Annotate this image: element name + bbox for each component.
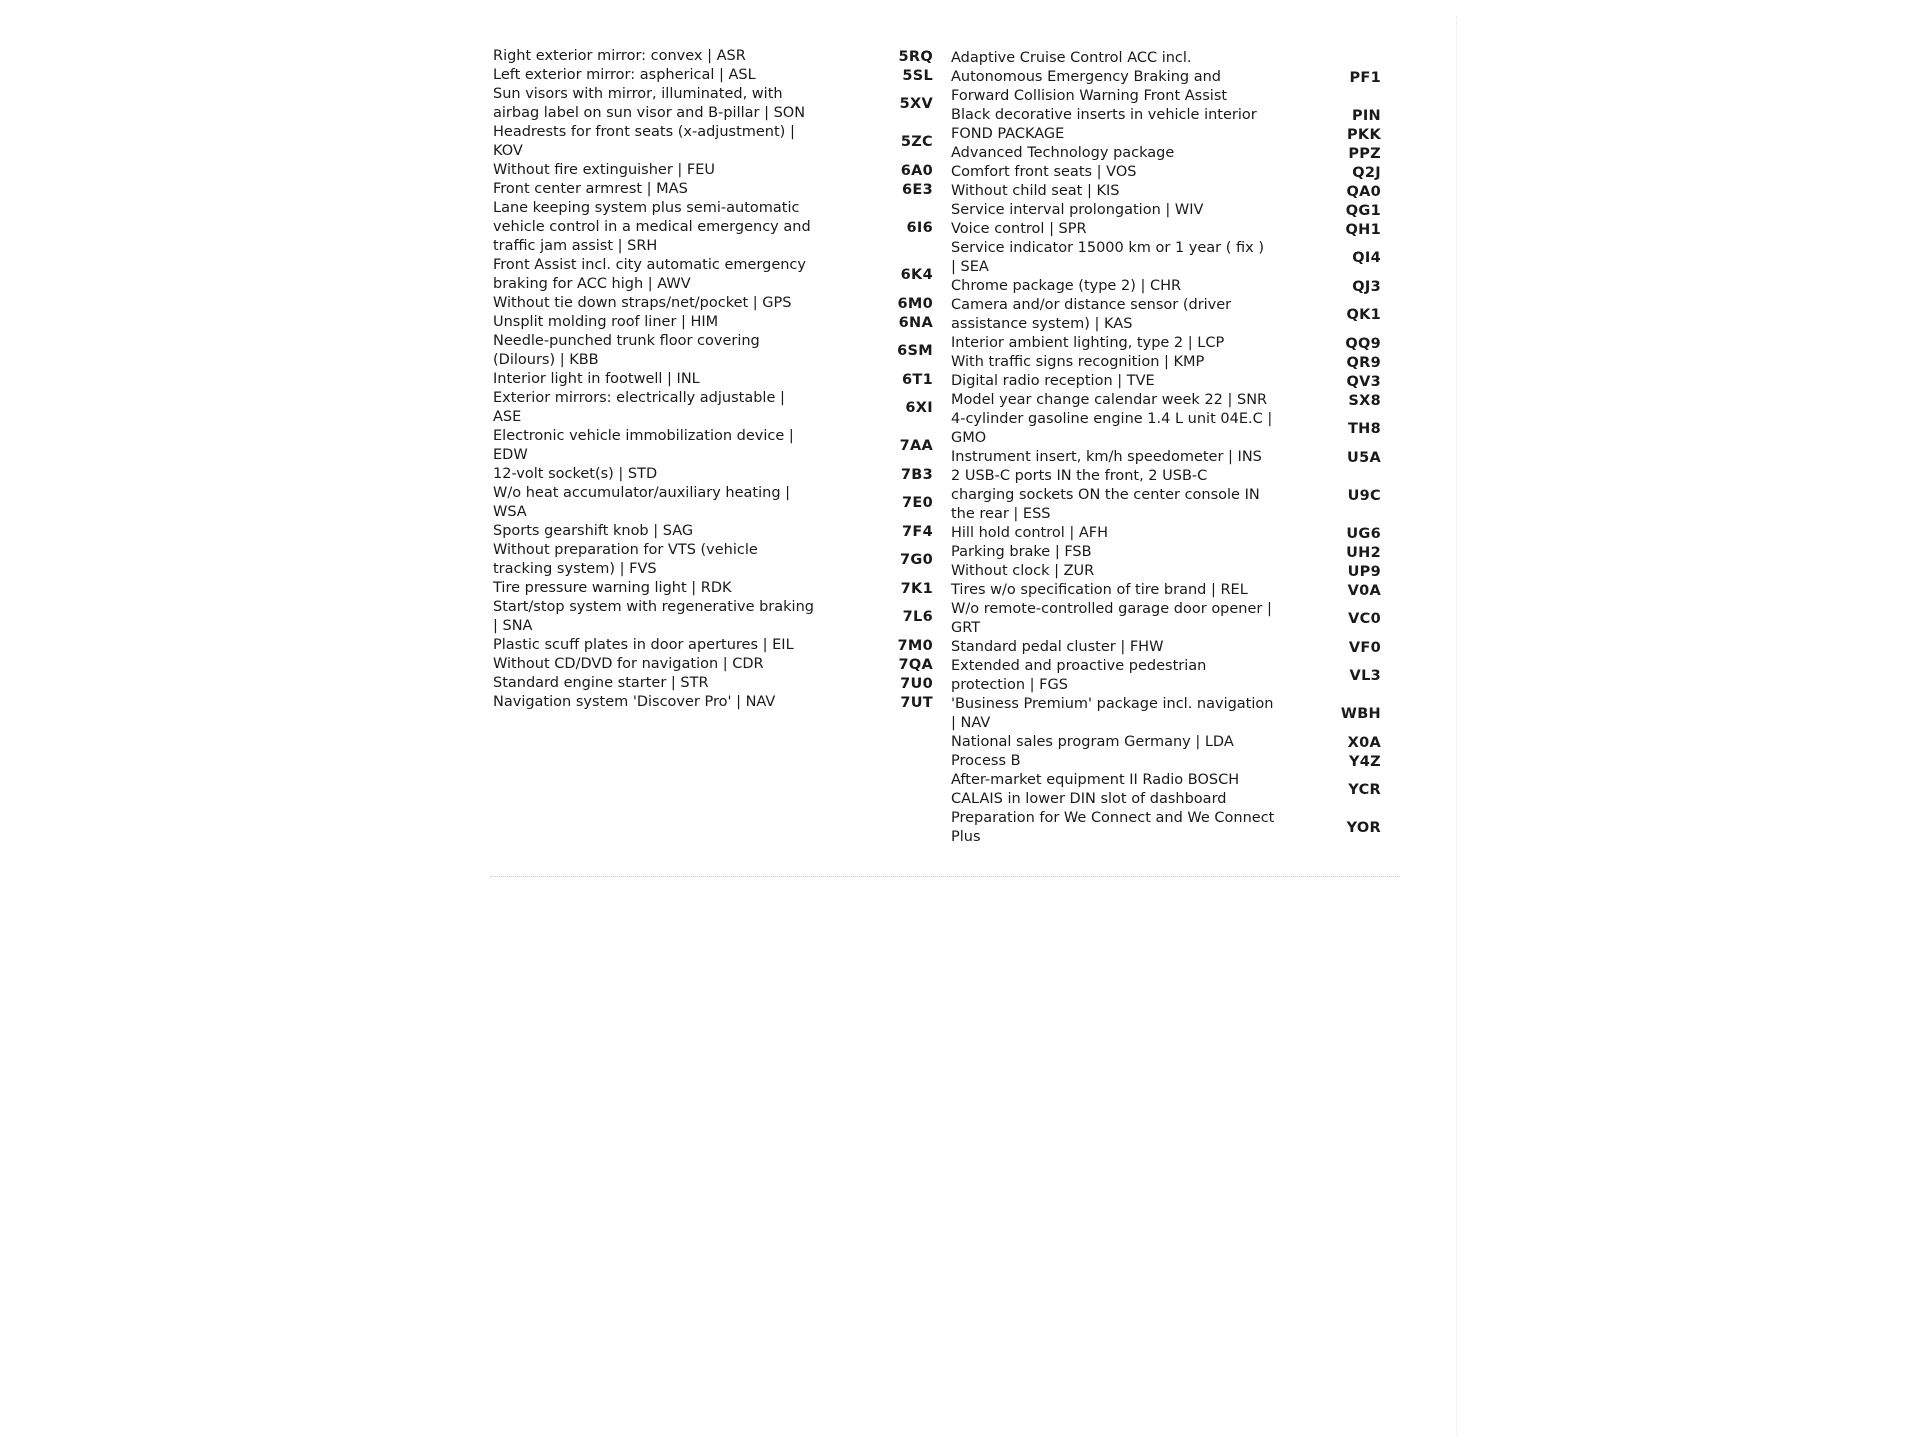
equipment-description: Interior light in footwell | INL — [493, 371, 700, 387]
equipment-description: Preparation for We Connect and We Connect Plus — [951, 810, 1275, 845]
equipment-row — [951, 106, 1396, 125]
equipment-description: Tires w/o specification of tire brand | REL — [951, 582, 1248, 598]
equipment-row — [951, 201, 1396, 220]
equipment-description: Plastic scuff plates in door apertures | EIL — [493, 637, 794, 653]
equipment-code: QI4 — [1352, 250, 1381, 266]
equipment-row — [951, 163, 1396, 182]
equipment-description: Digital radio reception | TVE — [951, 373, 1155, 389]
equipment-row — [493, 313, 943, 332]
equipment-code: 6SM — [897, 343, 933, 359]
equipment-description: Camera and/or distance sensor (driver assistance system) | KAS — [951, 297, 1232, 332]
equipment-description: Sports gearshift knob | SAG — [493, 523, 694, 539]
equipment-row — [951, 220, 1396, 239]
equipment-row — [493, 389, 943, 427]
equipment-code: UG6 — [1346, 525, 1381, 542]
equipment-row — [951, 277, 1396, 296]
equipment-row — [951, 543, 1396, 562]
equipment-code: 7G0 — [900, 552, 933, 568]
equipment-row — [493, 256, 943, 294]
equipment-code: QH1 — [1345, 221, 1381, 238]
right-equipment-list — [951, 49, 1396, 847]
equipment-row — [493, 655, 943, 674]
equipment-code: 6I6 — [906, 219, 933, 236]
equipment-description: Comfort front seats | VOS — [951, 164, 1137, 180]
equipment-description: Instrument insert, km/h speedometer | INS — [951, 449, 1262, 465]
equipment-description: Electronic vehicle immobilization device | EDW — [493, 428, 794, 463]
equipment-row — [951, 296, 1396, 334]
equipment-row — [493, 294, 943, 313]
equipment-row — [493, 484, 943, 522]
equipment-code: 7F4 — [902, 523, 933, 540]
equipment-description: Parking brake | FSB — [951, 544, 1092, 560]
equipment-description: Extended and proactive pedestrian protection | FGS — [951, 658, 1207, 693]
equipment-row — [951, 562, 1396, 581]
equipment-row — [951, 600, 1396, 638]
equipment-row — [951, 752, 1396, 771]
equipment-row — [951, 638, 1396, 657]
equipment-code: Y4Z — [1348, 753, 1381, 770]
equipment-code: Q2J — [1352, 164, 1381, 181]
equipment-row — [493, 47, 943, 66]
equipment-row — [493, 85, 943, 123]
equipment-code: WBH — [1340, 706, 1381, 722]
equipment-row — [951, 657, 1396, 695]
equipment-code: 6E3 — [902, 181, 933, 198]
equipment-description: FOND PACKAGE — [951, 126, 1065, 142]
equipment-code: 7M0 — [897, 637, 933, 654]
equipment-code: 7L6 — [902, 609, 933, 625]
equipment-code: UH2 — [1346, 544, 1381, 561]
equipment-description: Hill hold control | AFH — [951, 525, 1109, 541]
equipment-description: Without CD/DVD for navigation | CDR — [493, 656, 764, 672]
equipment-row — [493, 674, 943, 693]
equipment-row — [493, 541, 943, 579]
equipment-code: 5SL — [902, 67, 933, 84]
equipment-code: TH8 — [1347, 421, 1381, 437]
equipment-description: W/o heat accumulator/auxiliary heating | WSA — [493, 485, 791, 520]
equipment-description: Interior ambient lighting, type 2 | LCP — [951, 335, 1225, 351]
scan-edge — [1456, 16, 1457, 1436]
equipment-description: Unsplit molding roof liner | HIM — [493, 314, 719, 330]
equipment-description: Process B — [951, 753, 1021, 769]
equipment-code: 7AA — [899, 438, 933, 454]
equipment-row — [951, 144, 1396, 163]
equipment-row — [493, 427, 943, 465]
equipment-code: U5A — [1347, 449, 1381, 466]
equipment-description: Exterior mirrors: electrically adjustable | ASE — [493, 390, 785, 425]
equipment-code: YOR — [1346, 820, 1381, 836]
equipment-row — [951, 334, 1396, 353]
equipment-description: Without child seat | KIS — [951, 183, 1120, 199]
equipment-description: Model year change calendar week 22 | SNR — [951, 392, 1268, 408]
equipment-description: Service interval prolongation | WIV — [951, 202, 1204, 218]
equipment-row — [951, 448, 1396, 467]
equipment-row — [951, 809, 1396, 847]
equipment-description: Tire pressure warning light | RDK — [493, 580, 732, 596]
equipment-code: QA0 — [1346, 183, 1381, 200]
equipment-row — [951, 239, 1396, 277]
equipment-row — [951, 49, 1396, 106]
equipment-row — [951, 182, 1396, 201]
equipment-code: 6A0 — [900, 162, 933, 179]
equipment-description: Without tie down straps/net/pocket | GPS — [493, 295, 792, 311]
equipment-description: Lane keeping system plus semi-automatic vehicle control in a medical emergency and traffic jam assist | SRH — [493, 200, 811, 254]
equipment-code: UP9 — [1347, 563, 1381, 580]
left-equipment-list — [493, 47, 943, 712]
equipment-description: Adaptive Cruise Control ACC incl. Autonomous Emergency Braking and Forward Collision Warning Front Assist — [951, 50, 1228, 104]
equipment-code: U9C — [1347, 487, 1381, 504]
equipment-row — [951, 391, 1396, 410]
equipment-row — [951, 581, 1396, 600]
equipment-description: Navigation system 'Discover Pro' | NAV — [493, 694, 776, 710]
equipment-description: Standard pedal cluster | FHW — [951, 639, 1164, 655]
equipment-description: Standard engine starter | STR — [493, 675, 709, 691]
equipment-code: QV3 — [1346, 373, 1381, 390]
equipment-row — [951, 353, 1396, 372]
equipment-description: Voice control | SPR — [951, 221, 1087, 237]
equipment-description: Left exterior mirror: aspherical | ASL — [493, 67, 756, 83]
equipment-code: 5XV — [899, 96, 933, 112]
equipment-row — [951, 733, 1396, 752]
equipment-description: 2 USB-C ports IN the front, 2 USB-C charging sockets ON the center console IN the rear | ESS — [951, 468, 1260, 522]
equipment-row — [493, 180, 943, 199]
equipment-code: VF0 — [1348, 639, 1381, 656]
equipment-code: 5RQ — [898, 48, 933, 65]
equipment-row — [951, 524, 1396, 543]
equipment-code: 7U0 — [900, 675, 933, 692]
equipment-code: QK1 — [1346, 307, 1381, 323]
equipment-description: Advanced Technology package — [951, 145, 1175, 161]
equipment-description: Without clock | ZUR — [951, 563, 1095, 579]
equipment-code: 7B3 — [900, 466, 933, 483]
equipment-description: Start/stop system with regenerative braking | SNA — [493, 599, 814, 634]
equipment-description: Without fire extinguisher | FEU — [493, 162, 716, 178]
equipment-row — [493, 199, 943, 256]
equipment-code: QJ3 — [1352, 278, 1381, 295]
equipment-description: Black decorative inserts in vehicle interior — [951, 107, 1257, 123]
equipment-description: Needle-punched trunk floor covering (Dilours) | KBB — [493, 333, 760, 368]
equipment-code: 6M0 — [897, 295, 933, 312]
equipment-row — [493, 370, 943, 389]
equipment-description: 'Business Premium' package incl. navigation | NAV — [951, 696, 1274, 731]
equipment-code: 7QA — [898, 656, 933, 673]
equipment-description: After-market equipment II Radio BOSCH CALAIS in lower DIN slot of dashboard — [951, 772, 1240, 807]
equipment-description: Chrome package (type 2) | CHR — [951, 278, 1182, 294]
equipment-description: Without preparation for VTS (vehicle tracking system) | FVS — [493, 542, 758, 577]
equipment-code: VC0 — [1348, 611, 1381, 627]
equipment-description: Right exterior mirror: convex | ASR — [493, 48, 746, 64]
equipment-description: With traffic signs recognition | KMP — [951, 354, 1205, 370]
equipment-code: YCR — [1348, 782, 1381, 798]
equipment-row — [493, 161, 943, 180]
equipment-row — [951, 372, 1396, 391]
equipment-row — [493, 636, 943, 655]
equipment-code: QG1 — [1345, 202, 1381, 219]
equipment-row — [493, 66, 943, 85]
equipment-description: 12-volt socket(s) | STD — [493, 466, 658, 482]
equipment-code: 7E0 — [902, 495, 933, 511]
equipment-code: 6NA — [898, 314, 933, 331]
equipment-code: PIN — [1351, 107, 1381, 124]
equipment-code: V0A — [1347, 582, 1381, 599]
equipment-row — [951, 695, 1396, 733]
equipment-description: Service indicator 15000 km or 1 year ( fix ) | SEA — [951, 240, 1264, 275]
equipment-code: QQ9 — [1345, 335, 1381, 352]
equipment-row — [493, 598, 943, 636]
equipment-code: SX8 — [1348, 392, 1381, 409]
equipment-code: VL3 — [1349, 668, 1381, 684]
equipment-description: National sales program Germany | LDA — [951, 734, 1234, 750]
equipment-row — [951, 467, 1396, 524]
equipment-row — [493, 123, 943, 161]
equipment-row — [493, 579, 943, 598]
equipment-row — [493, 522, 943, 541]
equipment-row — [493, 693, 943, 712]
equipment-code: PKK — [1347, 126, 1381, 143]
equipment-code: 7K1 — [900, 580, 933, 597]
equipment-description: W/o remote-controlled garage door opener | GRT — [951, 601, 1272, 636]
equipment-row — [493, 332, 943, 370]
equipment-code: 6T1 — [902, 371, 933, 388]
equipment-code: PF1 — [1349, 69, 1381, 86]
equipment-code: 6K4 — [900, 267, 933, 283]
equipment-code: PPZ — [1348, 145, 1381, 162]
equipment-description: Headrests for front seats (x-adjustment) | KOV — [493, 124, 795, 159]
equipment-row — [951, 410, 1396, 448]
equipment-code: 7UT — [900, 694, 933, 711]
equipment-code: X0A — [1347, 734, 1381, 751]
equipment-row — [493, 465, 943, 484]
equipment-row — [951, 125, 1396, 144]
equipment-row — [951, 771, 1396, 809]
equipment-description: Front Assist incl. city automatic emergency braking for ACC high | AWV — [493, 257, 806, 292]
page-divider — [490, 876, 1400, 877]
equipment-description: Front center armrest | MAS — [493, 181, 688, 197]
equipment-code: 5ZC — [900, 134, 933, 150]
equipment-description: 4-cylinder gasoline engine 1.4 L unit 04E.C | GMO — [951, 411, 1273, 446]
equipment-description: Sun visors with mirror, illuminated, with airbag label on sun visor and B-pillar | SON — [493, 86, 806, 121]
equipment-code: 6XI — [905, 400, 933, 416]
equipment-code: QR9 — [1346, 354, 1381, 371]
